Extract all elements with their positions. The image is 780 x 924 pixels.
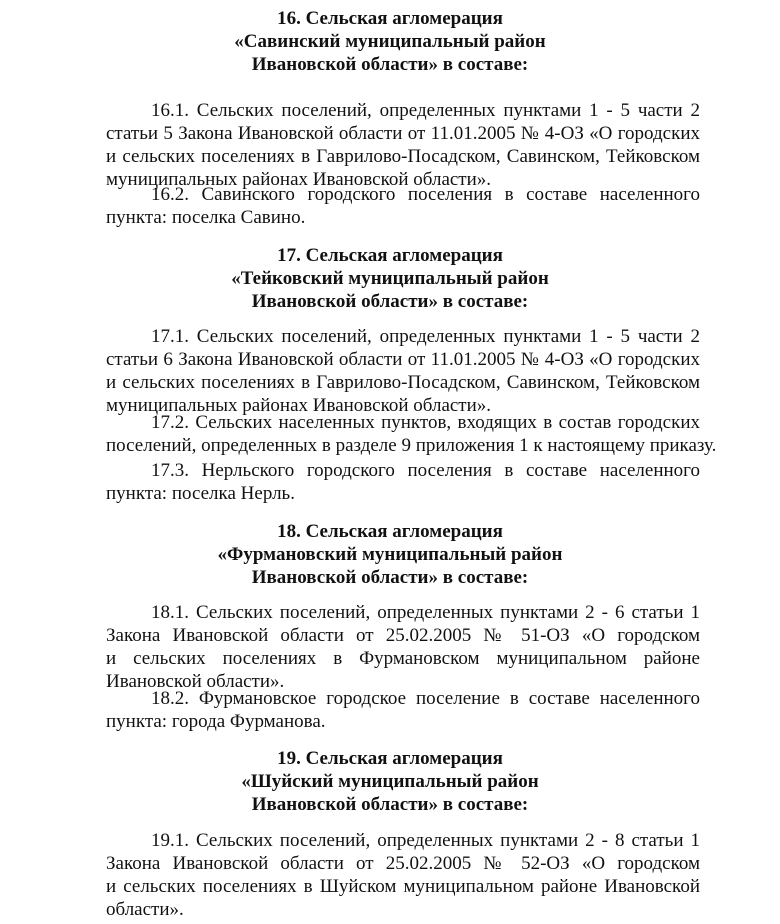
paragraph-line: 18.2. Фурмановское городское поселение в составе населенного — [151, 688, 700, 709]
paragraph-line: Ивановской области». — [106, 671, 285, 692]
heading-line: 17. Сельская агломерация — [277, 245, 503, 266]
heading-line: Ивановской области» в составе: — [251, 567, 529, 588]
paragraph-line: пункта: поселка Нерль. — [106, 483, 295, 504]
paragraph-line: пункта: города Фурманова. — [106, 711, 326, 732]
heading-line: Ивановской области» в составе: — [251, 794, 529, 815]
section-heading — [0, 244, 780, 313]
paragraph-line: и сельских поселениях в Гаврилово-Посадском, Савинском, Тейковском — [106, 372, 700, 393]
paragraph-line: 17.1. Сельских поселений, определенных пунктами 1 - 5 части 2 — [151, 326, 700, 347]
paragraph — [106, 411, 717, 457]
paragraph — [106, 687, 700, 733]
section-heading — [0, 520, 780, 589]
paragraph — [106, 601, 700, 693]
heading-line: 19. Сельская агломерация — [277, 748, 503, 769]
paragraph-line: муниципальных районах Ивановской области». — [106, 169, 492, 190]
heading-line: Ивановской области» в составе: — [251, 291, 529, 312]
section-heading — [0, 747, 780, 816]
paragraph — [106, 829, 700, 921]
paragraph-line: и сельских поселениях в Гаврилово-Посадском, Савинском, Тейковском — [106, 146, 700, 167]
paragraph-line: статьи 6 Закона Ивановской области от 11.01.2005 № 4-ОЗ «О городских — [106, 349, 700, 370]
heading-line: «Савинский муниципальный район — [234, 31, 546, 52]
paragraph — [106, 459, 700, 505]
paragraph-line: 19.1. Сельских поселений, определенных пунктами 2 - 8 статьи 1 — [151, 830, 700, 851]
section-heading — [0, 7, 780, 76]
paragraph-line: 17.3. Нерльского городского поселения в составе населенного — [151, 460, 700, 481]
paragraph-line: муниципальных районах Ивановской области». — [106, 395, 492, 416]
heading-line: 16. Сельская агломерация — [277, 8, 503, 29]
heading-line: Ивановской области» в составе: — [251, 54, 529, 75]
paragraph-line: и сельских поселениях в Шуйском муниципальном районе Ивановской — [106, 876, 700, 897]
heading-line: «Тейковский муниципальный район — [231, 268, 549, 289]
paragraph-line: Закона Ивановской области от 25.02.2005 № 52-ОЗ «О городском — [106, 853, 700, 874]
paragraph — [106, 325, 700, 417]
paragraph-line: поселений, определенных в разделе 9 приложения 1 к настоящему приказу. — [106, 435, 717, 456]
paragraph-line: статьи 5 Закона Ивановской области от 11.01.2005 № 4-ОЗ «О городских — [106, 123, 700, 144]
heading-line: «Фурмановский муниципальный район — [217, 544, 563, 565]
paragraph — [106, 183, 700, 229]
paragraph-line: 16.2. Савинского городского поселения в составе населенного — [151, 184, 700, 205]
paragraph-line: и сельских поселениях в Фурмановском муниципальном районе — [106, 648, 700, 669]
paragraph-line: Закона Ивановской области от 25.02.2005 № 51-ОЗ «О городском — [106, 625, 700, 646]
paragraph-line: 18.1. Сельских поселений, определенных пунктами 2 - 6 статьи 1 — [151, 602, 700, 623]
paragraph — [106, 99, 700, 191]
heading-line: 18. Сельская агломерация — [277, 521, 503, 542]
paragraph-line: 16.1. Сельских поселений, определенных пунктами 1 - 5 части 2 — [151, 100, 700, 121]
paragraph-line: области». — [106, 899, 184, 920]
paragraph-line: 17.2. Сельских населенных пунктов, входящих в состав городских — [151, 412, 700, 433]
paragraph-line: пункта: поселка Савино. — [106, 207, 306, 228]
heading-line: «Шуйский муниципальный район — [241, 771, 539, 792]
